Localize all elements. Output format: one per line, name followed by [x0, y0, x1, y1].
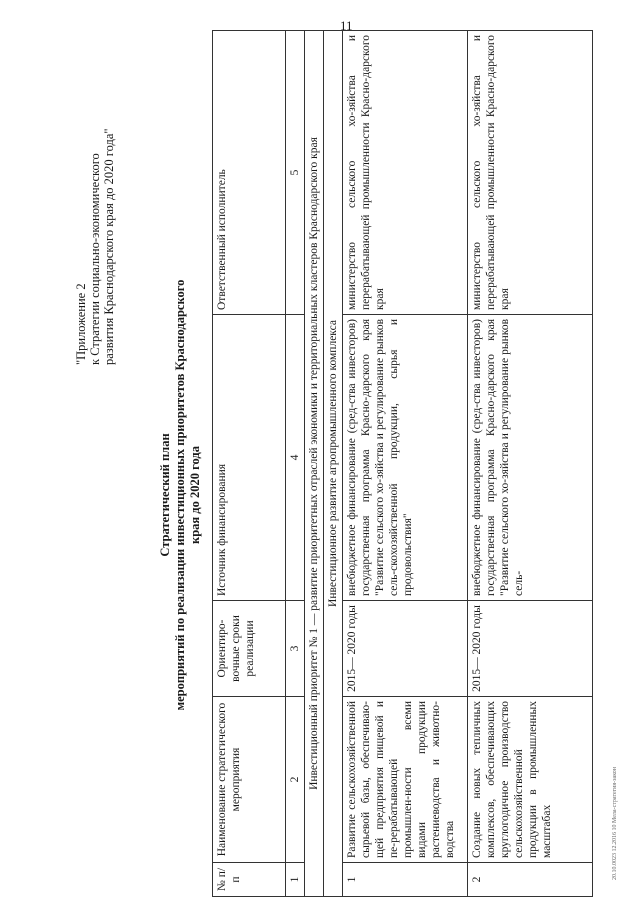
col-number-4: 4 — [286, 315, 305, 601]
section-text: Инвестиционное развитие агропромышленного комплекса — [324, 31, 343, 897]
side-stamp: 20.10.0023 12.2016 10 Мела-стратегия-закон — [612, 766, 618, 880]
row-number: 1 — [343, 863, 468, 897]
rotated-document — [0, 25, 640, 905]
col-number-3: 3 — [286, 601, 305, 697]
title-line-1: Стратегический план — [158, 433, 172, 557]
document-title — [158, 275, 203, 715]
row-executor: министерство сельского хо-зяйства и перерабатывающей промышленности Красно-дарского края — [468, 31, 593, 315]
row-source: внебюджетное финансирование (сред-ства инвесторов) государственная программа Красно-дарского края "Развитие сельского хо-зяйства и регулирование рынков сель-скохозяйственной продукции, сырья и продовольствия" — [343, 315, 468, 601]
row-period: 2015— 2020 годы — [343, 601, 468, 697]
page-number: 11 — [340, 18, 353, 33]
priority-row — [305, 31, 324, 897]
row-activity: Развитие сельскохозяйственной сырьевой базы, обеспечиваю-щей предприятия пищевой и пе-рерабатывающей промышлен-ности всеми видами продукции растениеводства и животно-водства — [343, 697, 468, 863]
table-row — [468, 31, 593, 897]
appendix-line-3: развития Краснодарского края до 2020 года" — [102, 128, 116, 365]
header-row — [213, 31, 286, 897]
col-number-5: 5 — [286, 31, 305, 315]
column-number-row — [286, 31, 305, 897]
priority-text: Инвестиционный приоритет № 1 — развитие приоритетных отраслей экономики и территориальных кластеров Краснодарского края — [305, 31, 324, 897]
row-period: 2015— 2020 годы — [468, 601, 593, 697]
section-row — [324, 31, 343, 897]
row-executor: министерство сельского хо-зяйства и перерабатывающей промышленности Красно-дарского края — [343, 31, 468, 315]
title-line-2: мероприятий по реализации инвестиционных приоритетов Краснодарского края до 2020 года — [173, 279, 202, 711]
row-number: 2 — [468, 863, 593, 897]
row-source: внебюджетное финансирование (сред-ства инвесторов) государственная программа Красно-дарского края "Развитие сельского хо-зяйства и регулирование рынков сель- — [468, 315, 593, 601]
header-name: Наименование стратегического мероприятия — [213, 697, 286, 863]
header-source: Источник финансирования — [213, 315, 286, 601]
appendix-note — [74, 65, 116, 365]
appendix-line-2: к Стратегии социально-экономического — [88, 153, 102, 365]
header-period: Ориентиро-вочные сроки реализации — [213, 601, 286, 697]
row-activity: Создание новых тепличных комплексов, обеспечивающих круглогодичное производство сельскохозяйственной продукции в промышленных масштабах — [468, 697, 593, 863]
strategic-plan-table — [212, 30, 593, 897]
header-executor: Ответственный исполнитель — [213, 31, 286, 315]
table-row — [343, 31, 468, 897]
appendix-line-1: "Приложение 2 — [74, 283, 88, 365]
header-num: № п/п — [213, 863, 286, 897]
col-number-2: 2 — [286, 697, 305, 863]
col-number-1: 1 — [286, 863, 305, 897]
